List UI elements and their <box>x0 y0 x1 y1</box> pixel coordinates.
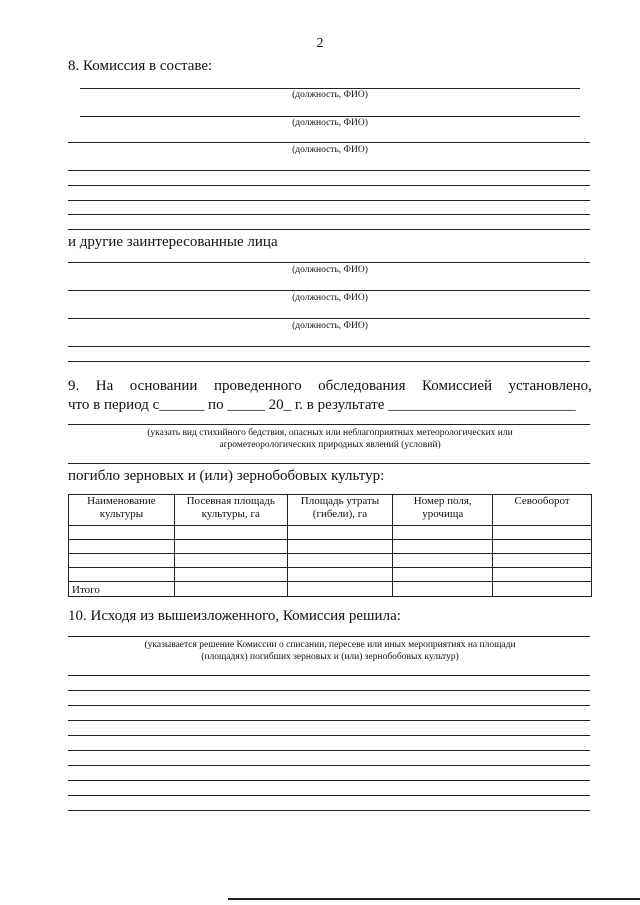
blank-line <box>68 361 590 362</box>
blank-line <box>68 705 590 706</box>
position-caption: (должность, ФИО) <box>292 90 368 100</box>
column-header-crop-name: Наименование культуры <box>69 495 175 526</box>
blank-line <box>68 675 590 676</box>
word: Комиссией <box>422 378 493 394</box>
member-line <box>68 262 590 263</box>
word: проведенного <box>213 378 302 394</box>
word: установлено, <box>508 378 592 394</box>
others-title: и другие заинтересованные лица <box>68 234 278 250</box>
blank-line <box>68 214 590 215</box>
column-header-field-number: Номер поля, урочища <box>393 495 493 526</box>
decision-caption <box>68 639 592 663</box>
member-line <box>80 116 580 117</box>
blank-line <box>68 170 590 171</box>
section-9-line-2: что в период с______ по _____ 20_ г. в результате _________________________ <box>68 397 576 413</box>
table-row <box>69 554 592 568</box>
blank-line <box>68 735 590 736</box>
decision-line <box>68 636 590 637</box>
column-header-sown-area: Посевная площадь культуры, га <box>174 495 287 526</box>
blank-line <box>68 780 590 781</box>
column-header-crop-rotation: Севооборот <box>493 495 592 526</box>
word: обследования <box>318 378 406 394</box>
blank-line <box>68 750 590 751</box>
position-caption: (должность, ФИО) <box>292 118 368 128</box>
decision-caption-line-2: (площадях) погибших зерновых и (или) зернобобовых культур) <box>201 652 459 662</box>
member-line <box>68 318 590 319</box>
position-caption: (должность, ФИО) <box>292 145 368 155</box>
bottom-rule <box>228 898 640 900</box>
total-label: Итого <box>69 582 175 597</box>
disaster-caption-line-2: агрометеорологических природных явлений (условий) <box>219 440 441 450</box>
blank-line <box>68 795 590 796</box>
section-9-text <box>68 377 592 415</box>
decision-caption-line-1: (указывается решение Комиссии о списании, пересеве или иных мероприятиях на площади <box>144 640 516 650</box>
table-row <box>69 540 592 554</box>
blank-line <box>68 690 590 691</box>
table-total-row <box>69 582 592 597</box>
disaster-caption-line-1: (указать вид стихийного бедствия, опасных или неблагоприятных метеорологических или <box>147 428 513 438</box>
column-header-loss-area: Площадь утраты (гибели), га <box>287 495 393 526</box>
blank-line <box>68 229 590 230</box>
section-8-title: 8. Комиссия в составе: <box>68 58 213 74</box>
blank-line <box>68 720 590 721</box>
table-header-row <box>69 495 592 526</box>
disaster-caption <box>68 427 592 451</box>
position-caption: (должность, ФИО) <box>292 293 368 303</box>
section-9-line-1 <box>68 377 592 396</box>
disaster-line <box>68 424 590 425</box>
word: основании <box>129 378 198 394</box>
word: На <box>95 378 114 394</box>
member-line <box>68 290 590 291</box>
disaster-line <box>68 463 590 464</box>
member-line <box>68 142 590 143</box>
perished-crops-title: погибло зерновых и (или) зернобобовых культур: <box>68 468 385 484</box>
blank-line <box>68 185 590 186</box>
position-caption: (должность, ФИО) <box>292 265 368 275</box>
table-row <box>69 568 592 582</box>
word: 9. <box>68 378 80 394</box>
blank-line <box>68 346 590 347</box>
blank-line <box>68 810 590 811</box>
position-caption: (должность, ФИО) <box>292 321 368 331</box>
section-10-title: 10. Исходя из вышеизложенного, Комиссия решила: <box>68 608 401 624</box>
table-row <box>69 526 592 540</box>
blank-line <box>68 200 590 201</box>
page-number: 2 <box>316 36 324 51</box>
member-line <box>80 88 580 89</box>
blank-line <box>68 765 590 766</box>
crop-loss-table <box>68 494 592 597</box>
